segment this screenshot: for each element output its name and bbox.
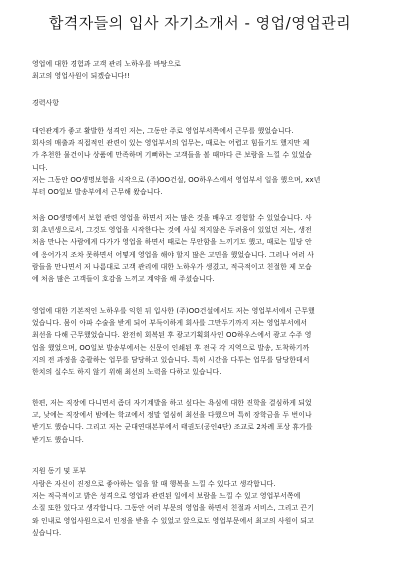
paragraph-line: 처음 만나는 사람에게 다가가 영업을 하면서 때로는 무안함을 느끼기도 했고, 때로는 밀당 안 [32, 238, 312, 247]
paragraph-line: 업을 했었으며, OO일보 발송부에서는 신문이 인쇄된 후 전국 각 지역으로 발송, 도착하기까 [32, 343, 310, 352]
section-heading-motivation: 지원 동기 및 포부 [32, 467, 87, 475]
paragraph-line: 람들을 만나면서 저 나름대로 고객 관리에 대한 노하우가 생겼고, 적극적이고 친절한 제 모습 [32, 262, 312, 271]
paragraph-line: 니다. [32, 163, 48, 172]
paragraph-line: 가 추천한 물건이나 상품에 만족하며 기뻐하는 고객들을 볼 때마다 큰 보람을 느낄 수 있었습 [32, 151, 312, 160]
experience-paragraph-3 [32, 305, 377, 378]
paragraph-line: 에 응어가지 조차 못하면서 어떻게 영업을 해야 할지 많은 고민을 했었습니다. 그러나 여러 사 [32, 250, 315, 259]
intro-line: 영업에 대한 경험과 고객 관리 노하우를 바탕으로 [32, 60, 181, 68]
motivation-paragraph-1 [32, 478, 377, 539]
paragraph-line: 한치의 실수도 하지 않기 위해 최선의 노력을 다하고 있습니다. [32, 368, 222, 377]
paragraph-line: 지의 전 과정을 총괄하는 업무를 담당하고 있습니다. 특히 시간을 다투는 업무를 담당한데서 [32, 355, 310, 364]
paragraph-line: 에 처음 많은 고객들이 호감을 느끼고 계약을 해 주셨습니다. [32, 275, 215, 284]
paragraph-line: 한편, 저는 직장에 다니면서 좀더 자기계발을 하고 싶다는 욕심에 대한 진학을 결심하게 되었 [32, 399, 312, 407]
paragraph-line: 부터 OO일보 발송부에서 근무해 왔습니다. [32, 188, 163, 197]
paragraph-line: 회 초년생으로서, 그것도 영업을 시작한다는 것에 사실 적지않은 두려움이 있었던 저는, 생전 [32, 226, 312, 235]
paragraph-line: 영업에 대한 기본적인 노하우를 익힌 뒤 입사한 (주)OO건설에서도 저는 영업부서에서 근무했 [32, 307, 315, 315]
intro-line: 최고의 영업사원이 되겠습니다!! [32, 72, 131, 81]
experience-paragraph-2 [32, 212, 377, 285]
paragraph-line: 싶습니다. [32, 528, 62, 537]
experience-paragraph-1 [32, 125, 377, 198]
section-heading-experience: 경력사항 [32, 99, 60, 107]
experience-paragraph-4 [32, 397, 377, 446]
paragraph-line: 고, 낮에는 직장에서 밤에는 학교에서 정말 열심히 최선을 다했으며 특히 장학금을 두 번이나 [32, 411, 312, 420]
paragraph-line: 받기도 했습니다. 그리고 저는 군대연대본부에서 태권도(공인4단) 조교로 2차례 포상 휴가를 [32, 423, 313, 432]
paragraph-line: 저는 적극적이고 밝은 성격으로 영업과 관련된 일에서 보람을 느낄 수 있고 영업부서쪽에 [32, 492, 301, 501]
paragraph-line: 사람은 자신이 진정으로 좋아하는 일을 할 때 행복을 느낄 수 있다고 생각합니다. [32, 480, 276, 488]
document-title: 합격자들의 입사 자기소개서 - 영업/영업관리 [48, 14, 352, 32]
paragraph-line: 처음 OO생명에서 보험 관련 영업을 하면서 저는 많은 것을 배우고 경험할 수 있었습니다. 사 [32, 214, 312, 222]
paragraph-line: 대인관계가 좋고 활발한 성격인 저는, 그동안 주로 영업부서쪽에서 근무를 했었습니다. [32, 127, 294, 135]
paragraph-line: 받기도 했습니다. [32, 435, 84, 444]
paragraph-line: 와 인내로 영업사원으로서 인정을 받을 수 있었고 앞으로도 영업부문에서 최고의 사원이 되고 [32, 516, 314, 525]
intro-block [32, 58, 377, 82]
paragraph-line: 회사의 매출과 직접적인 관련이 있는 영업부서의 업무는, 때로는 어렵고 힘들기도 했지만 제 [32, 139, 310, 148]
paragraph-line: 저는 그동안 OO생명보험을 시작으로 (주)OO건설, OO하우스에서 영업부서 일을 했으며, xx년 [32, 175, 321, 184]
paragraph-line: 었습니다. 몸이 아파 수술을 받게 되어 부득이하게 회사를 그만두기까지 저는 영업부서에서 [32, 319, 308, 328]
paragraph-line: 최선을 다해 근무했었습니다. 완전히 회복된 후 광고기획회사인 OO하우스에서 광고 수주 영 [32, 331, 312, 340]
paragraph-line: 소질 또한 있다고 생각합니다. 그동안 여러 부문의 영업을 하면서 친절과 서비스, 그리고 끈기 [32, 504, 315, 513]
